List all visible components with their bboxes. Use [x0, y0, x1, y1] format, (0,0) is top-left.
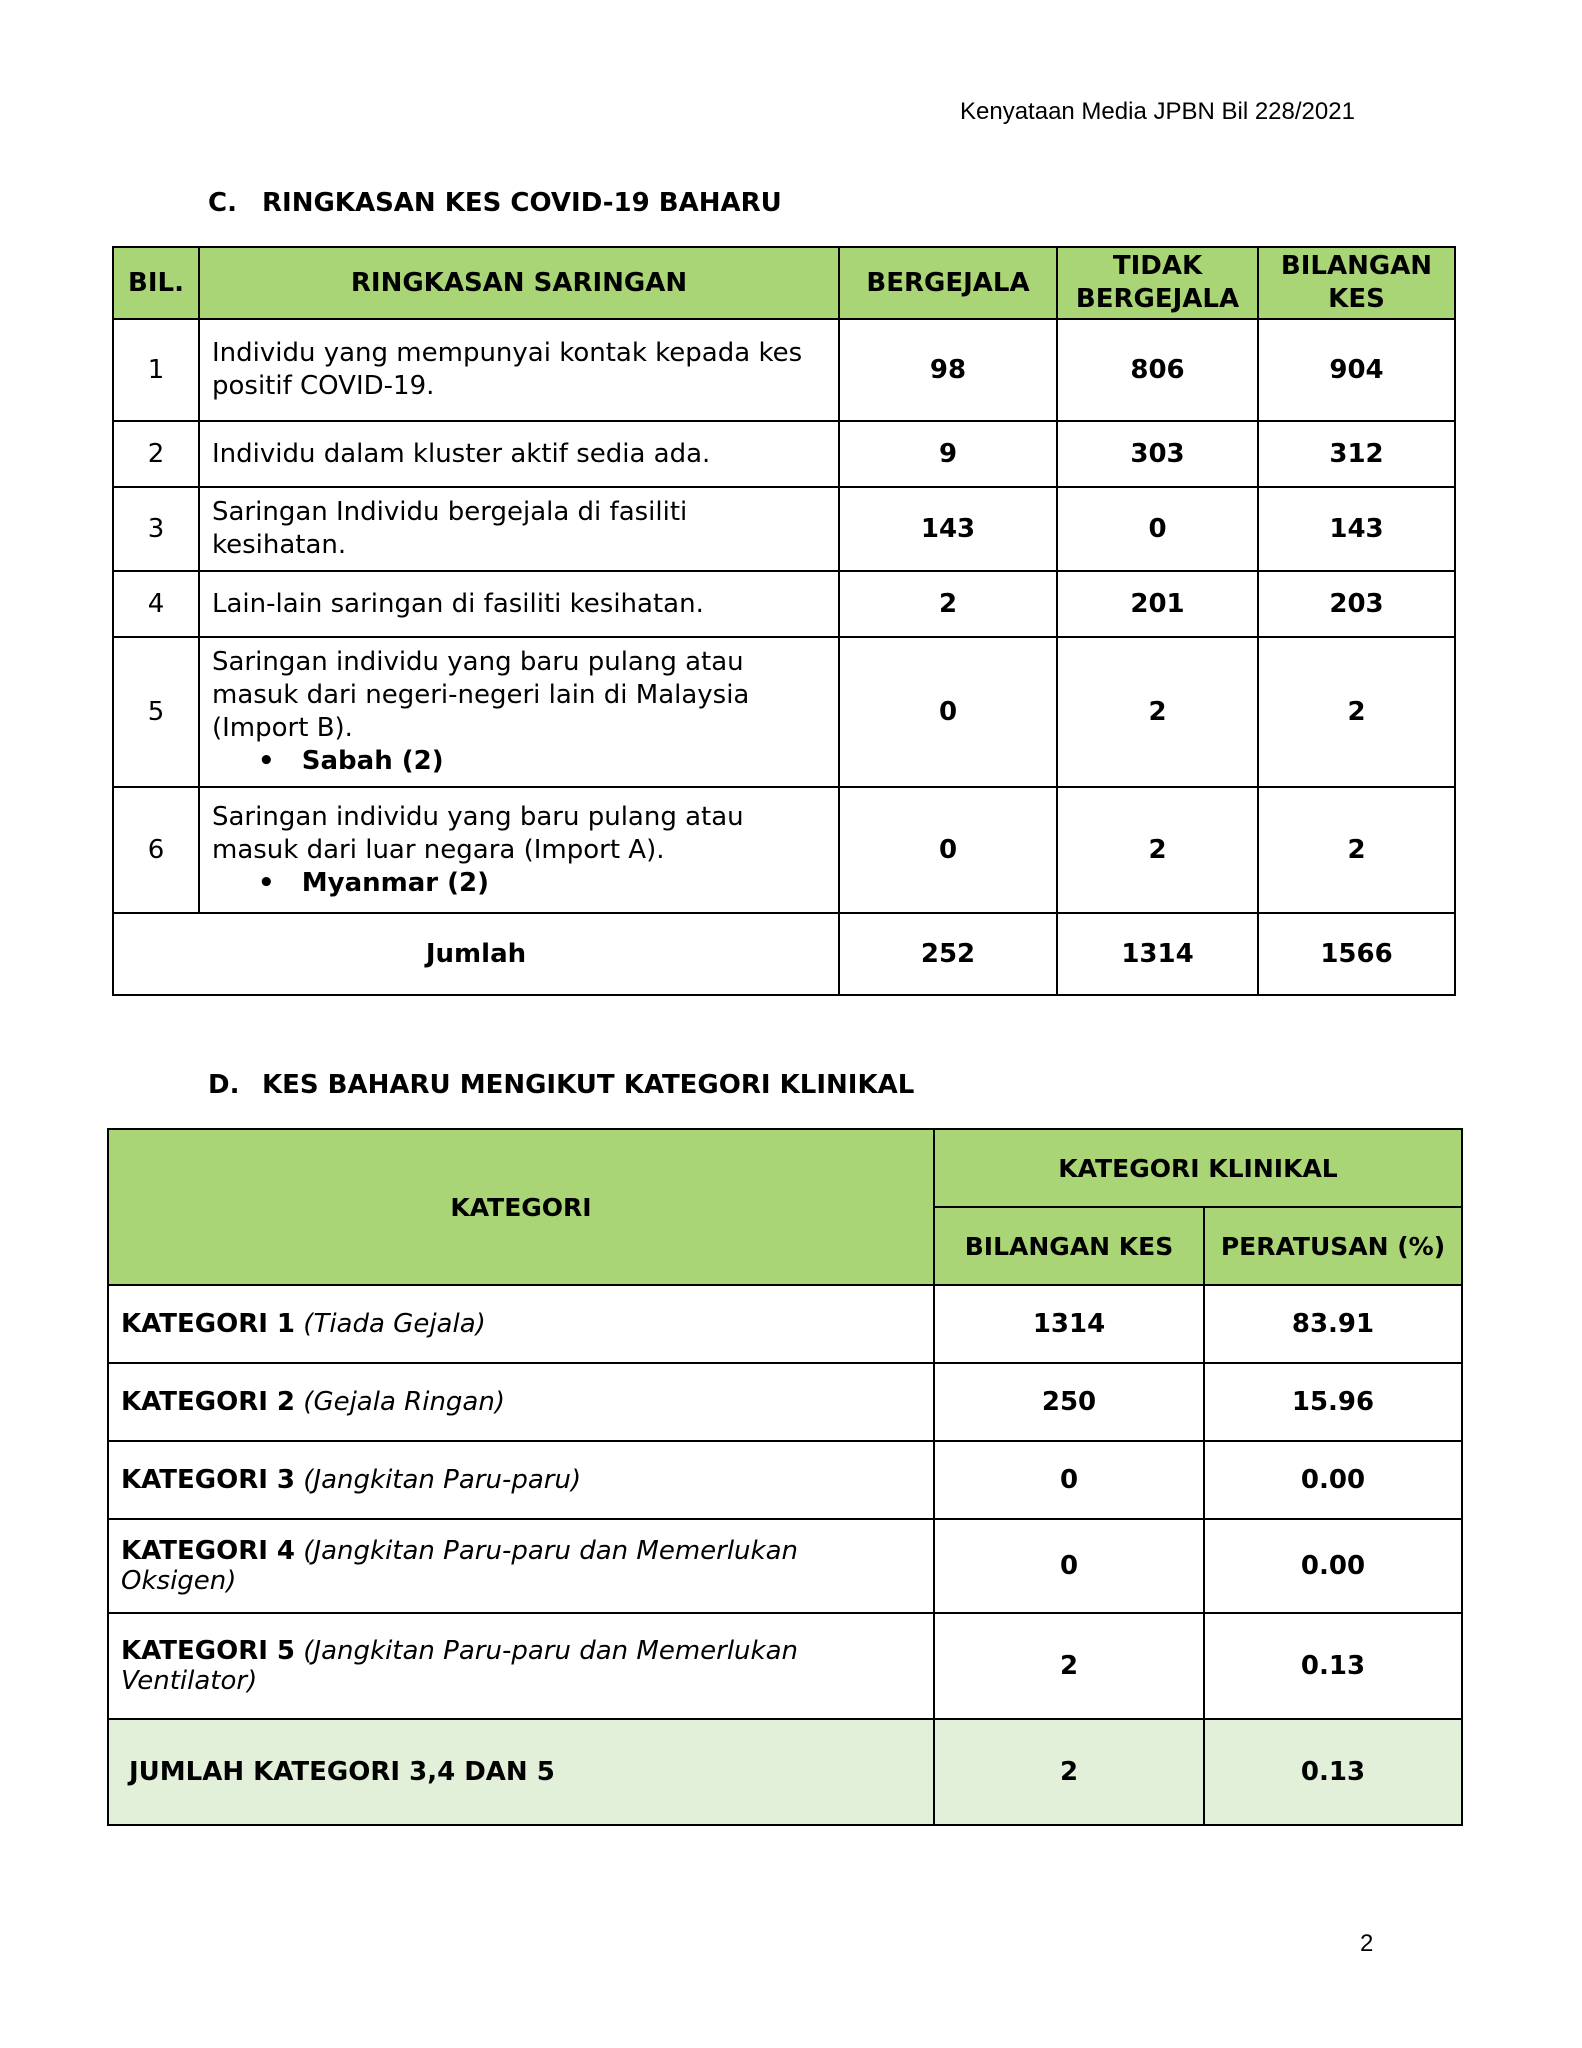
- row-bilangan-kes: 203: [1258, 571, 1455, 637]
- row-description-text: Saringan individu yang baru pulang atau masuk dari negeri-negeri lain di Malaysia (Import B).: [212, 647, 750, 743]
- category-bilangan-kes: 250: [934, 1363, 1204, 1441]
- table-row: [113, 487, 1455, 571]
- col-header-tidak-bergejala: TIDAK BERGEJALA: [1057, 247, 1258, 319]
- row-bilangan-kes: 143: [1258, 487, 1455, 571]
- row-description: Saringan Individu bergejala di fasiliti kesihatan.: [199, 487, 839, 571]
- row-bil: 6: [113, 787, 199, 913]
- page-number: 2: [1360, 1930, 1374, 1957]
- row-description: [199, 637, 839, 787]
- table-row: [108, 1363, 1462, 1441]
- row-tidak-bergejala: 2: [1057, 637, 1258, 787]
- col-header-bergejala: BERGEJALA: [839, 247, 1057, 319]
- table-row: [108, 1613, 1462, 1719]
- row-bergejala: 9: [839, 421, 1057, 487]
- category-label: KATEGORI 3 (Jangkitan Paru-paru): [108, 1441, 934, 1519]
- row-bergejala: 0: [839, 637, 1057, 787]
- category-peratusan: 15.96: [1204, 1363, 1462, 1441]
- row-description-text: Saringan individu yang baru pulang atau masuk dari luar negara (Import A).: [212, 801, 744, 865]
- col-header-bil: BIL.: [113, 247, 199, 319]
- covid-summary-table: [112, 246, 1456, 996]
- bullet-item: • Myanmar (2): [258, 867, 490, 898]
- section-d-heading: KES BAHARU MENGIKUT KATEGORI KLINIKAL: [262, 1070, 915, 1100]
- row-bergejala: 143: [839, 487, 1057, 571]
- category-peratusan: 0.00: [1204, 1519, 1462, 1613]
- category-bilangan-kes: 1314: [934, 1285, 1204, 1363]
- table-row: [108, 1519, 1462, 1613]
- row-bil: 1: [113, 319, 199, 421]
- table-row: [113, 637, 1455, 787]
- section-d-letter: D.: [208, 1070, 240, 1100]
- row-description: Individu dalam kluster aktif sedia ada.: [199, 421, 839, 487]
- table-row: [113, 421, 1455, 487]
- category-peratusan: 83.91: [1204, 1285, 1462, 1363]
- row-tidak-bergejala: 201: [1057, 571, 1258, 637]
- col-header-kategori: KATEGORI: [108, 1129, 934, 1285]
- category-bilangan-kes: 2: [934, 1613, 1204, 1719]
- col-header-bilangan-kes: BILANGAN KES: [934, 1207, 1204, 1285]
- total-label: Jumlah: [113, 913, 839, 995]
- row-bil: 3: [113, 487, 199, 571]
- table-row: [108, 1441, 1462, 1519]
- row-description: [199, 787, 839, 913]
- total-tidak-bergejala: 1314: [1057, 913, 1258, 995]
- table-row: [113, 787, 1455, 913]
- table-total-row: [108, 1719, 1462, 1825]
- total-bilangan-kes: 2: [934, 1719, 1204, 1825]
- table-header-row: [108, 1129, 1462, 1207]
- category-bilangan-kes: 0: [934, 1519, 1204, 1613]
- total-bergejala: 252: [839, 913, 1057, 995]
- row-tidak-bergejala: 806: [1057, 319, 1258, 421]
- total-bilangan-kes: 1566: [1258, 913, 1455, 995]
- row-bergejala: 2: [839, 571, 1057, 637]
- section-c-heading: RINGKASAN KES COVID-19 BAHARU: [262, 188, 782, 218]
- row-bilangan-kes: 904: [1258, 319, 1455, 421]
- category-peratusan: 0.13: [1204, 1613, 1462, 1719]
- row-bil: 4: [113, 571, 199, 637]
- table-row: [113, 571, 1455, 637]
- category-peratusan: 0.00: [1204, 1441, 1462, 1519]
- section-c-letter: C.: [208, 188, 237, 218]
- row-bergejala: 98: [839, 319, 1057, 421]
- row-bil: 2: [113, 421, 199, 487]
- section-d-title: [208, 1070, 914, 1100]
- table-total-row: [113, 913, 1455, 995]
- bullet-item: • Sabah (2): [258, 746, 444, 776]
- table-row: [113, 319, 1455, 421]
- row-bergejala: 0: [839, 787, 1057, 913]
- col-header-bilangan-kes: BILANGAN KES: [1258, 247, 1455, 319]
- row-tidak-bergejala: 2: [1057, 787, 1258, 913]
- category-label: KATEGORI 4 (Jangkitan Paru-paru dan Memerlukan Oksigen): [108, 1519, 934, 1613]
- row-bilangan-kes: 2: [1258, 637, 1455, 787]
- row-tidak-bergejala: 303: [1057, 421, 1258, 487]
- category-bilangan-kes: 0: [934, 1441, 1204, 1519]
- row-bilangan-kes: 2: [1258, 787, 1455, 913]
- table-row: [108, 1285, 1462, 1363]
- row-bil: 5: [113, 637, 199, 787]
- section-c-title: [208, 188, 782, 218]
- row-bilangan-kes: 312: [1258, 421, 1455, 487]
- total-label: JUMLAH KATEGORI 3,4 DAN 5: [108, 1719, 934, 1825]
- col-header-peratusan: PERATUSAN (%): [1204, 1207, 1462, 1285]
- clinical-category-table: [107, 1128, 1463, 1826]
- total-peratusan: 0.13: [1204, 1719, 1462, 1825]
- category-label: KATEGORI 1 (Tiada Gejala): [108, 1285, 934, 1363]
- document-reference: Kenyataan Media JPBN Bil 228/2021: [960, 98, 1355, 125]
- col-header-ringkasan: RINGKASAN SARINGAN: [199, 247, 839, 319]
- row-description: Individu yang mempunyai kontak kepada kes positif COVID-19.: [199, 319, 839, 421]
- col-header-kategori-klinikal: KATEGORI KLINIKAL: [934, 1129, 1462, 1207]
- row-tidak-bergejala: 0: [1057, 487, 1258, 571]
- table-header-row: [113, 247, 1455, 319]
- category-label: KATEGORI 5 (Jangkitan Paru-paru dan Memerlukan Ventilator): [108, 1613, 934, 1719]
- row-description: Lain-lain saringan di fasiliti kesihatan.: [199, 571, 839, 637]
- category-label: KATEGORI 2 (Gejala Ringan): [108, 1363, 934, 1441]
